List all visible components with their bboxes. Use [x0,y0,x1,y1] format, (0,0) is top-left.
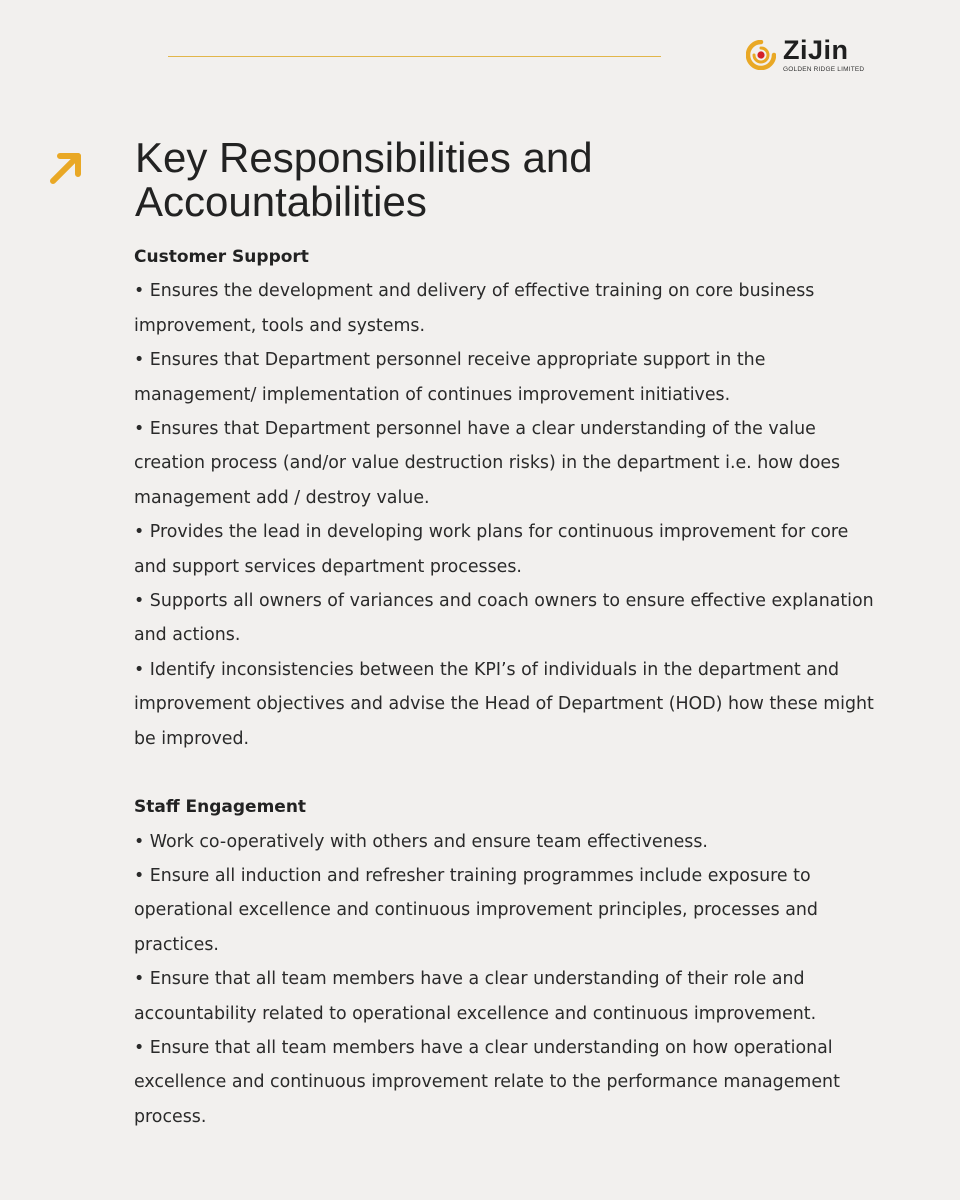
list-item: • Ensure that all team members have a clear understanding on how operational excellence and continuous improvement relate to the performance management process. [134,1037,840,1127]
top-divider-line [168,56,661,57]
section-spacer [134,756,874,790]
company-logo [746,36,864,78]
logo-wordmark: ZiJin [783,35,849,65]
page-title: Key Responsibilities and Accountabilities [135,134,593,225]
section-staff-engagement [134,790,874,1134]
arrow-up-right-icon [48,150,84,186]
responsibilities-content [134,240,874,1134]
list-item: • Ensures that Department personnel receive appropriate support in the management/ implementation of continues improvement initiatives. [134,350,766,405]
logo-mark-icon [746,40,776,70]
list-item: • Provides the lead in developing work plans for continuous improvement for core and support services department processes. [134,522,849,577]
list-item: • Ensures the development and delivery of effective training on core business improvement, tools and systems. [134,281,815,336]
logo-subtitle: GOLDEN RIDGE LIMITED [783,66,865,73]
list-item: • Identify inconsistencies between the KPI’s of individuals in the department and improvement objectives and advise the Head of Department (HOD) how these might be improved. [134,659,874,749]
list-item: • Work co-operatively with others and ensure team effectiveness. [134,831,708,852]
section-heading: Customer Support [134,247,309,267]
list-item: • Ensure all induction and refresher training programmes include exposure to operational excellence and continuous improvement principles, processes and practices. [134,865,818,955]
list-item: • Supports all owners of variances and coach owners to ensure effective explanation and actions. [134,591,874,646]
section-heading: Staff Engagement [134,797,307,818]
section-customer-support [134,240,874,756]
list-item: • Ensure that all team members have a clear understanding of their role and accountability related to operational excellence and continuous improvement. [134,969,817,1024]
list-item: • Ensures that Department personnel have a clear understanding of the value creation process (and/or value destruction risks) in the department i.e. how does management add / destroy value. [134,419,841,508]
